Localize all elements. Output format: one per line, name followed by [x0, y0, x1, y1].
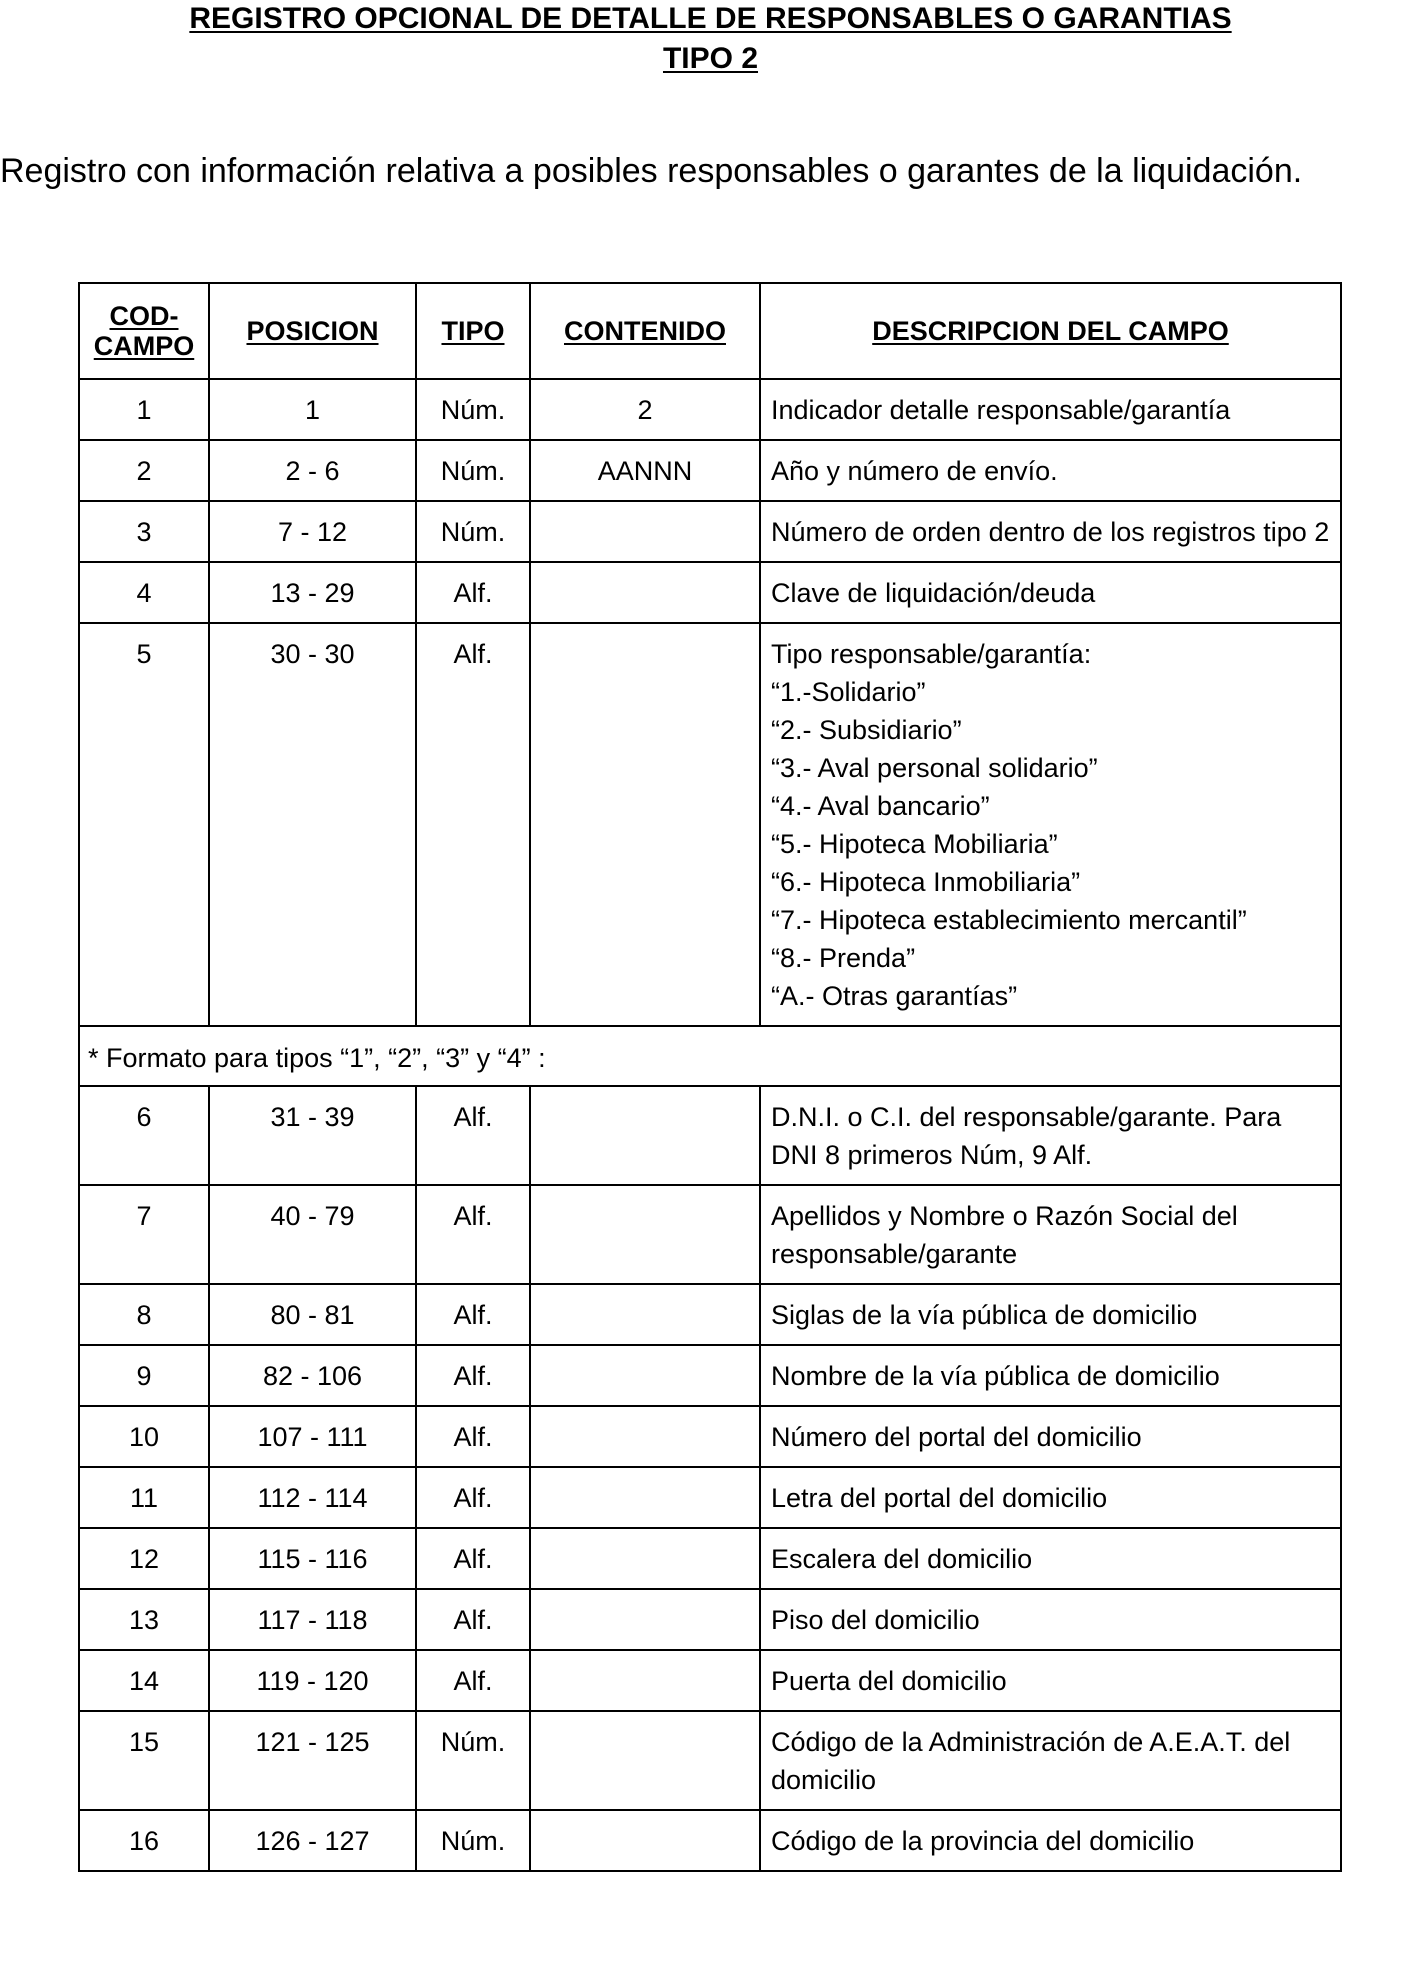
option-item: “7.- Hipoteca establecimiento mercantil” [771, 905, 1247, 935]
cell-descripcion: D.N.I. o C.I. del responsable/garante. Para DNI 8 primeros Núm, 9 Alf. [760, 1086, 1341, 1185]
cell-cod-campo: 6 [79, 1086, 209, 1185]
field-definition-table [78, 282, 1342, 1872]
cell-posicion: 121 - 125 [209, 1711, 416, 1810]
table-row [79, 379, 1341, 440]
table-body [79, 379, 1341, 1871]
cell-contenido [530, 1528, 760, 1589]
option-item: “1.-Solidario” [771, 677, 926, 707]
cell-descripcion: Año y número de envío. [760, 440, 1341, 501]
cell-cod-campo: 13 [79, 1589, 209, 1650]
cell-posicion: 82 - 106 [209, 1345, 416, 1406]
cell-descripcion: Puerta del domicilio [760, 1650, 1341, 1711]
table-row [79, 1810, 1341, 1871]
table-row [79, 1086, 1341, 1185]
cell-posicion: 1 [209, 379, 416, 440]
option-item: “3.- Aval personal solidario” [771, 753, 1098, 783]
cell-posicion: 13 - 29 [209, 562, 416, 623]
option-item: “5.- Hipoteca Mobiliaria” [771, 829, 1058, 859]
cell-descripcion: Clave de liquidación/deuda [760, 562, 1341, 623]
cell-posicion: 112 - 114 [209, 1467, 416, 1528]
cell-contenido [530, 623, 760, 1026]
cell-contenido [530, 1345, 760, 1406]
cell-cod-campo: 1 [79, 379, 209, 440]
cell-contenido: AANNN [530, 440, 760, 501]
cell-descripcion: Número de orden dentro de los registros tipo 2 [760, 501, 1341, 562]
cell-cod-campo: 11 [79, 1467, 209, 1528]
cell-descripcion: Letra del portal del domicilio [760, 1467, 1341, 1528]
table-row [79, 1589, 1341, 1650]
cell-contenido [530, 1284, 760, 1345]
cell-tipo: Alf. [416, 1528, 530, 1589]
cell-cod-campo: 9 [79, 1345, 209, 1406]
cell-tipo: Núm. [416, 501, 530, 562]
table-row [79, 1406, 1341, 1467]
cell-contenido [530, 1467, 760, 1528]
cell-contenido [530, 501, 760, 562]
note-row [79, 1026, 1341, 1086]
cell-tipo: Núm. [416, 440, 530, 501]
cell-posicion: 117 - 118 [209, 1589, 416, 1650]
option-item: “2.- Subsidiario” [771, 715, 962, 745]
table-row [79, 1467, 1341, 1528]
cell-cod-campo: 3 [79, 501, 209, 562]
cell-posicion: 80 - 81 [209, 1284, 416, 1345]
cell-cod-campo: 14 [79, 1650, 209, 1711]
intro-paragraph: Registro con información relativa a posibles responsables o garantes de la liquidación. [0, 152, 1303, 190]
cell-posicion: 30 - 30 [209, 623, 416, 1026]
table-row [79, 440, 1341, 501]
cell-descripcion: Siglas de la vía pública de domicilio [760, 1284, 1341, 1345]
cell-tipo: Alf. [416, 1185, 530, 1284]
page-title: REGISTRO OPCIONAL DE DETALLE DE RESPONSABLES O GARANTIAS [189, 2, 1232, 35]
table-row [79, 562, 1341, 623]
cell-posicion: 115 - 116 [209, 1528, 416, 1589]
cell-posicion: 40 - 79 [209, 1185, 416, 1284]
cell-cod-campo: 5 [79, 623, 209, 1026]
table-row [79, 1185, 1341, 1284]
option-item: “4.- Aval bancario” [771, 791, 990, 821]
cell-descripcion: Apellidos y Nombre o Razón Social del responsable/garante [760, 1185, 1341, 1284]
table-row [79, 1650, 1341, 1711]
table-row [79, 623, 1341, 1026]
cell-contenido [530, 1650, 760, 1711]
table-row [79, 1345, 1341, 1406]
cell-descripcion: Código de la Administración de A.E.A.T. del domicilio [760, 1711, 1341, 1810]
option-item: “6.- Hipoteca Inmobiliaria” [771, 867, 1081, 897]
cell-tipo: Alf. [416, 1406, 530, 1467]
cell-posicion: 107 - 111 [209, 1406, 416, 1467]
cell-posicion: 119 - 120 [209, 1650, 416, 1711]
cell-contenido [530, 1185, 760, 1284]
cell-descripcion: Número del portal del domicilio [760, 1406, 1341, 1467]
cell-tipo: Alf. [416, 562, 530, 623]
cell-contenido [530, 1406, 760, 1467]
cell-cod-campo: 2 [79, 440, 209, 501]
table-row [79, 1528, 1341, 1589]
cell-contenido [530, 1086, 760, 1185]
cell-descripcion: Nombre de la vía pública de domicilio [760, 1345, 1341, 1406]
cell-tipo: Alf. [416, 1650, 530, 1711]
header-cod-campo: COD-CAMPO [79, 283, 209, 379]
cell-tipo: Alf. [416, 1467, 530, 1528]
cell-posicion: 2 - 6 [209, 440, 416, 501]
cell-tipo: Alf. [416, 1589, 530, 1650]
cell-tipo: Núm. [416, 379, 530, 440]
cell-cod-campo: 12 [79, 1528, 209, 1589]
cell-contenido: 2 [530, 379, 760, 440]
header-tipo: TIPO [416, 283, 530, 379]
cell-descripcion: Piso del domicilio [760, 1589, 1341, 1650]
table-row [79, 1711, 1341, 1810]
table-row [79, 501, 1341, 562]
table-header-row [79, 283, 1341, 379]
option-item: “8.- Prenda” [771, 943, 916, 973]
cell-posicion: 126 - 127 [209, 1810, 416, 1871]
cell-descripcion [760, 623, 1341, 1026]
cell-descripcion: Código de la provincia del domicilio [760, 1810, 1341, 1871]
cell-contenido [530, 1810, 760, 1871]
description-text: Tipo responsable/garantía: [771, 639, 1092, 669]
cell-contenido [530, 562, 760, 623]
table-row [79, 1284, 1341, 1345]
cell-cod-campo: 16 [79, 1810, 209, 1871]
cell-descripcion: Escalera del domicilio [760, 1528, 1341, 1589]
cell-tipo: Alf. [416, 623, 530, 1026]
cell-posicion: 31 - 39 [209, 1086, 416, 1185]
cell-posicion: 7 - 12 [209, 501, 416, 562]
cell-cod-campo: 15 [79, 1711, 209, 1810]
cell-cod-campo: 4 [79, 562, 209, 623]
page-subtitle: TIPO 2 [662, 42, 759, 75]
cell-tipo: Alf. [416, 1086, 530, 1185]
format-note: * Formato para tipos “1”, “2”, “3” y “4” : [79, 1026, 1341, 1086]
cell-tipo: Núm. [416, 1810, 530, 1871]
header-posicion: POSICION [209, 283, 416, 379]
cell-tipo: Alf. [416, 1284, 530, 1345]
cell-cod-campo: 10 [79, 1406, 209, 1467]
cell-tipo: Alf. [416, 1345, 530, 1406]
cell-descripcion: Indicador detalle responsable/garantía [760, 379, 1341, 440]
cell-tipo: Núm. [416, 1711, 530, 1810]
cell-contenido [530, 1711, 760, 1810]
option-item: “A.- Otras garantías” [771, 981, 1018, 1011]
cell-cod-campo: 7 [79, 1185, 209, 1284]
header-descripcion: DESCRIPCION DEL CAMPO [760, 283, 1341, 379]
cell-cod-campo: 8 [79, 1284, 209, 1345]
header-contenido: CONTENIDO [530, 283, 760, 379]
cell-contenido [530, 1589, 760, 1650]
